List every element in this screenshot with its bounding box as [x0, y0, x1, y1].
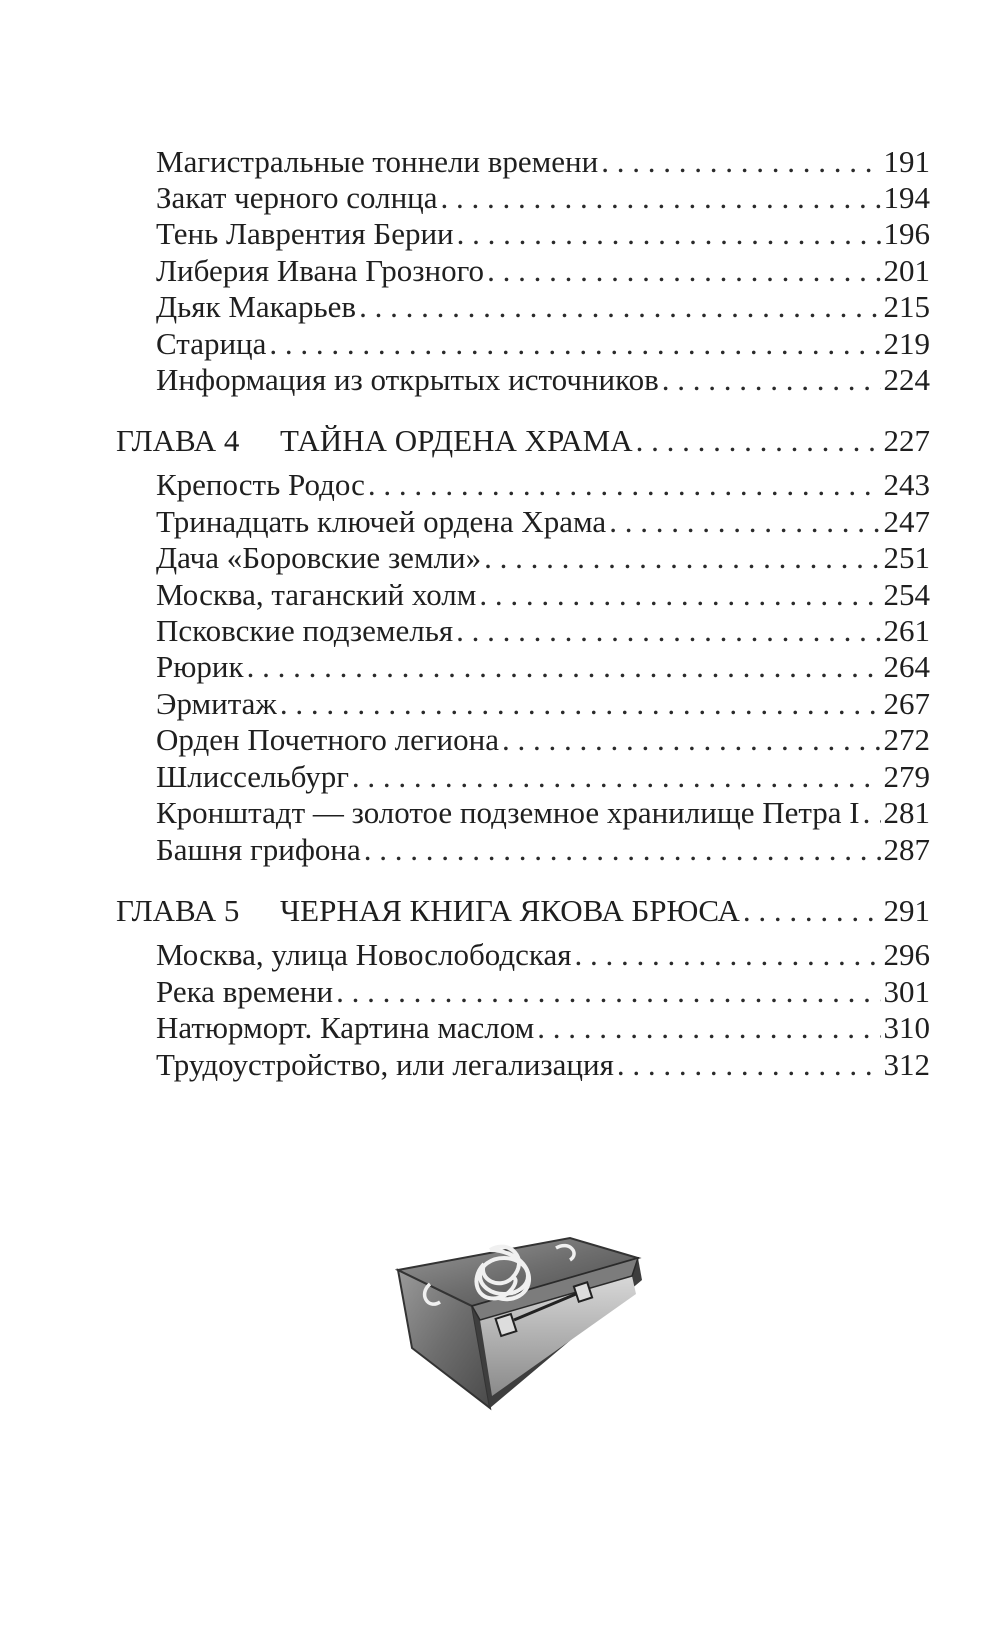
toc-entry-page: 272 — [883, 722, 930, 757]
toc-entry — [156, 831, 930, 869]
toc-entry-page: 296 — [883, 937, 930, 972]
toc-entry-page: 215 — [883, 289, 930, 324]
toc-entry — [156, 576, 930, 614]
dot-leader — [336, 973, 880, 1011]
closed-book-triquetra-icon — [380, 1220, 670, 1440]
toc-entry — [156, 648, 930, 686]
toc-entry — [156, 466, 930, 504]
toc-entry-page: 267 — [883, 686, 930, 721]
toc-entry-title: Дьяк Макарьев — [156, 289, 357, 324]
dot-leader — [456, 612, 880, 650]
chapter-title: ЧЕРНАЯ КНИГА ЯКОВА БРЮСА — [280, 893, 740, 928]
dot-leader — [359, 288, 880, 326]
toc-entry-page: 301 — [883, 974, 930, 1009]
toc-entry-page: 287 — [883, 832, 930, 867]
toc-entry-page: 264 — [883, 649, 930, 684]
toc-entry-page: 224 — [883, 362, 930, 397]
toc-entry-page: 191 — [883, 144, 930, 179]
dot-leader — [441, 179, 881, 217]
chapter-number: ГЛАВА 5 — [116, 893, 240, 928]
toc-entry-title: Река времени — [156, 974, 334, 1009]
toc-entry — [156, 361, 930, 399]
toc-entry-title: Крепость Родос — [156, 467, 365, 502]
toc-entry — [156, 758, 930, 796]
dot-leader — [457, 215, 881, 253]
dot-leader — [364, 831, 881, 869]
toc-entry — [156, 288, 930, 326]
toc-entry-page: 219 — [883, 326, 930, 361]
chapter-page: 291 — [883, 893, 930, 928]
dot-leader — [609, 503, 880, 541]
toc-chapter-heading — [116, 422, 930, 460]
toc-entry-page: 312 — [883, 1047, 930, 1082]
toc-entry-title: Тень Лаврентия Берии — [156, 216, 454, 251]
dot-leader — [617, 1046, 881, 1084]
dot-leader — [636, 422, 881, 460]
toc-entry-title: Кронштадт — золотое подземное хранилище Петра I — [156, 795, 860, 830]
dot-leader — [479, 576, 880, 614]
toc-entry-title: Шлиссельбург — [156, 759, 349, 794]
toc-entry — [156, 215, 930, 253]
dot-leader — [502, 721, 881, 759]
toc-entry-title: Закат черного солнца — [156, 180, 438, 215]
toc-entry-title: Москва, улица Новослободская — [156, 937, 572, 972]
dot-leader — [352, 758, 881, 796]
toc-entry-title: Дача «Боровские земли» — [156, 540, 482, 575]
toc-entry-page: 247 — [883, 504, 930, 539]
toc-entry — [156, 252, 930, 290]
toc-entry-page: 201 — [883, 253, 930, 288]
toc-chapter-heading — [116, 892, 930, 930]
chapter-title: ТАЙНА ОРДЕНА ХРАМА — [280, 423, 633, 458]
dot-leader — [280, 685, 881, 723]
dot-leader — [368, 466, 881, 504]
toc-entry-title: Тринадцать ключей ордена Храма — [156, 504, 607, 539]
toc-entry-title: Магистральные тоннели времени — [156, 144, 599, 179]
toc-entry-page: 310 — [883, 1010, 930, 1045]
toc-entry-page: 196 — [883, 216, 930, 251]
dot-leader — [484, 539, 880, 577]
toc-entry — [156, 539, 930, 577]
toc-entry-page: 194 — [883, 180, 930, 215]
toc-entry — [156, 721, 930, 759]
toc-entry — [156, 325, 930, 363]
toc-entry — [156, 612, 930, 650]
toc-entry-title: Либерия Ивана Грозного — [156, 253, 485, 288]
toc-entry — [156, 179, 930, 217]
dot-leader — [269, 325, 880, 363]
dot-leader — [743, 892, 881, 930]
dot-leader — [575, 936, 881, 974]
toc-entry — [156, 503, 930, 541]
toc-entry-title: Информация из открытых источников — [156, 362, 659, 397]
dot-leader — [537, 1009, 880, 1047]
toc-entry-page: 261 — [883, 613, 930, 648]
toc-entry — [156, 685, 930, 723]
toc-entry-title: Москва, таганский холм — [156, 577, 477, 612]
toc-entry-title: Натюрморт. Картина маслом — [156, 1010, 535, 1045]
toc-entry-page: 281 — [883, 795, 930, 830]
toc-entry-page: 251 — [883, 540, 930, 575]
dot-leader — [487, 252, 880, 290]
toc-entry-page: 279 — [883, 759, 930, 794]
toc-entry-title: Эрмитаж — [156, 686, 277, 721]
toc-entry-page: 243 — [883, 467, 930, 502]
toc-entry — [156, 973, 930, 1011]
toc-entry-title: Башня грифона — [156, 832, 361, 867]
toc-entry — [156, 1046, 930, 1084]
dot-leader — [601, 143, 880, 181]
toc-entry — [156, 143, 930, 181]
chapter-number: ГЛАВА 4 — [116, 423, 240, 458]
dot-leader — [863, 794, 881, 832]
toc-entry — [156, 1009, 930, 1047]
toc-entry-title: Рюрик — [156, 649, 244, 684]
toc-entry — [156, 936, 930, 974]
toc-entry-title: Трудоустройство, или легализация — [156, 1047, 614, 1082]
toc-entry-title: Орден Почетного легиона — [156, 722, 499, 757]
chapter-page: 227 — [883, 423, 930, 458]
dot-leader — [247, 648, 881, 686]
toc-entry — [156, 794, 930, 832]
toc-entry-title: Псковские подземелья — [156, 613, 454, 648]
toc-entry-title: Старица — [156, 326, 267, 361]
dot-leader — [662, 361, 881, 399]
toc-entry-page: 254 — [883, 577, 930, 612]
